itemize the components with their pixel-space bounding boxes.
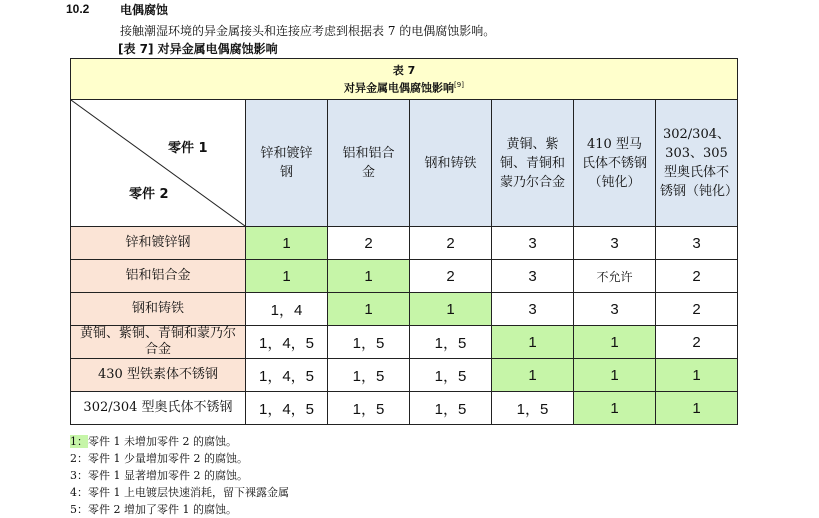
corner-part1 [168,137,208,156]
table-cell: 1，4 [246,293,328,326]
row-header [71,326,246,359]
table-cell: 1，4，5 [246,359,328,392]
table-cell: 1，4，5 [246,326,328,359]
table-cell: 1，5 [328,392,410,425]
table-cell: 1，5 [328,359,410,392]
table-cell: 1 [328,260,410,293]
legend-item [70,450,289,467]
row-header-label: 黄铜、紫铜、青铜和蒙乃尔合金 [79,326,236,357]
row-header: 430 型铁素体不锈钢 [71,359,246,392]
legend-key: 2： [70,452,88,465]
corner-part2: 零件 2 [129,187,169,202]
legend-key: 5： [70,503,88,516]
legend-key: 4： [70,486,88,499]
table-title-line2 [71,78,737,96]
table-cell: 3 [492,260,574,293]
table-cell: 1 [492,326,574,359]
table-cell: 1 [246,227,328,260]
table-cell: 2 [328,227,410,260]
legend-item [70,467,289,484]
table-cell: 3 [574,227,656,260]
table-cell: 1 [246,260,328,293]
column-header [410,100,492,227]
column-header [656,100,738,227]
corner-part1-label: 零件 1 [168,141,208,156]
column-header-label: 钢和铸铁 [424,155,477,171]
legend-key: 1： [70,435,88,448]
legend-text: 零件 2 增加了零件 1 的腐蚀。 [88,503,237,516]
column-header-row [71,100,738,227]
table-cell: 3 [574,293,656,326]
table-row [71,260,738,293]
table-row [71,326,738,359]
table-cell: 1，5 [410,359,492,392]
table-row [71,293,738,326]
table-cell: 3 [492,227,574,260]
section-number: 10.2 [66,2,90,16]
galvanic-corrosion-table [70,58,738,425]
table-caption: [表 7] 对异金属电偶腐蚀影响 [118,42,278,56]
legend-text: 零件 1 显著增加零件 2 的腐蚀。 [88,469,248,482]
table-cell: 1 [410,293,492,326]
row-header: 锌和镀锌钢 [71,227,246,260]
legend-item [70,433,289,450]
legend-text: 零件 1 少量增加零件 2 的腐蚀。 [88,452,248,465]
table-cell: 3 [492,293,574,326]
table-cell: 1 [574,392,656,425]
column-header [574,100,656,227]
section-title: 电偶腐蚀 [120,3,169,17]
column-header [328,100,410,227]
table-title-cell [71,59,738,100]
table-row [71,359,738,392]
table-cell: 1，5 [410,326,492,359]
corner-cell [71,100,246,227]
table-cell: 1 [328,293,410,326]
table-row [71,392,738,425]
table-cell: 2 [410,260,492,293]
table-cell: 1 [574,359,656,392]
table-cell: 3 [656,227,738,260]
column-header [492,100,574,227]
table-cell: 1 [492,359,574,392]
table-cell: 2 [656,326,738,359]
intro-paragraph: 接触潮湿环境的异金属接头和连接应考虑到根据表 7 的电偶腐蚀影响。 [120,24,496,38]
column-header-label: 302/304、303、305 型奥氏体不锈钢（钝化） [660,127,739,199]
column-header-label: 410 型马氏体不锈钢（钝化） [582,136,648,190]
column-header-label: 铝和铝合金 [342,146,395,180]
column-header [246,100,328,227]
table-cell: 1，5 [492,392,574,425]
table-cell: 1 [656,359,738,392]
table-title-ref: [9] [454,80,464,89]
legend-item [70,501,289,518]
table-title-line1: 表 7 [392,63,416,77]
row-header: 钢和铸铁 [71,293,246,326]
legend-item [70,484,289,501]
legend-key: 3： [70,469,88,482]
table-cell: 1 [574,326,656,359]
table-cell: 1，5 [328,326,410,359]
legend [70,433,289,518]
table-cell: 不允许 [574,260,656,293]
table-cell: 2 [656,260,738,293]
diagonal-divider [71,100,245,226]
legend-text: 零件 1 上电镀层快速消耗，留下裸露金属 [88,486,289,499]
table-cell: 1，5 [410,392,492,425]
table-title-row [71,59,738,100]
legend-text: 零件 1 未增加零件 2 的腐蚀。 [88,435,237,448]
column-header-label: 锌和镀锌钢 [260,146,313,180]
row-header: 铝和铝合金 [71,260,246,293]
column-header-label: 黄铜、紫铜、青铜和蒙乃尔合金 [499,136,565,190]
table-row [71,227,738,260]
row-header: 302/304 型奥氏体不锈钢 [71,392,246,425]
table-cell: 2 [410,227,492,260]
table-cell: 2 [656,293,738,326]
table-cell: 1，4，5 [246,392,328,425]
table-title-text: 对异金属电偶腐蚀影响 [344,81,455,95]
table-cell: 1 [656,392,738,425]
